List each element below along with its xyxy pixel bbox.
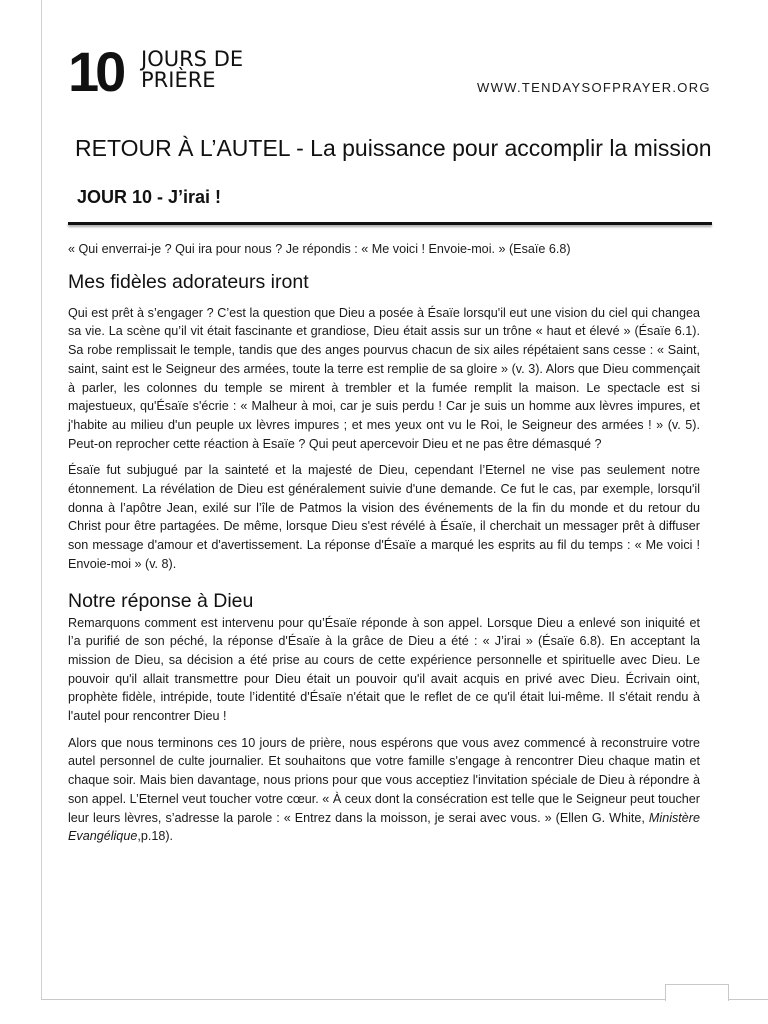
logo-line-1: JOURS DE	[141, 47, 244, 71]
section2-paragraph-2	[68, 734, 700, 846]
website-url: WWW.TENDAYSOFPRAYER.ORG	[477, 80, 711, 95]
section2-paragraph-1: Remarquons comment est intervenu pour qu’Ésaïe réponde à son appel. Lorsque Dieu a enlevé son iniquité et l’a purifié de son péché, la réponse d'Ésaïe à la grâce de Dieu a été : « J’irai » (Ésaïe 6.8). En acceptant la mission de Dieu, sa décision a été prise au cours de cette expérience personnelle et spirituelle avec Dieu. Le pouvoir qu'il allait transmettre pour Dieu était un pouvoir qu'il avait acquis en privé avec Dieu. Écrivain oint, prophète fidèle, intrépide, toute l’identité d'Ésaïe n'était que le reflet de ce qu'il était lui-même. Il s'était rendu à l'autel pour rencontrer Dieu !	[68, 615, 700, 724]
citation-book: Ministère Evangélique	[68, 810, 700, 844]
document-body	[68, 240, 700, 854]
section-heading-2: Notre réponse à Dieu	[68, 589, 254, 612]
section1-paragraph-1: Qui est prêt à s’engager ? C’est la question que Dieu a posée à Ésaïe lorsqu'il eut une vision du ciel qui changea sa vie. La scène qu’il vit était fascinante et grandiose, Dieu était assis sur un trône « haut et élevé » (Ésaïe 6.1). Sa robe remplissait le temple, tandis que des anges pourvus chacun de six ailes répétaient sans cesse : « Saint, saint, saint est le Seigneur des armées, toute la terre est remplie de sa gloire » (v. 3). Alors que Dieu commençait à parler, les colonnes du temple se mirent à trembler et la fumée remplit la maison. Le spectacle est si majestueux, qu'Ésaïe s'écrie : « Malheur à moi, car je suis perdu ! Car je suis un homme aux lèvres impures, et j'habite au milieu d'un peuple ux lèvres impures ; et mes yeux ont vu le Roi, le Seigneur des armées ! » (v. 5). Peut-on reprocher cette réaction à Esaïe ? Qui peut apercevoir Dieu et ne pas être démasqué ?	[68, 305, 700, 451]
day-title: JOUR 10 - J’irai !	[77, 187, 222, 207]
page-title: RETOUR À L’AUTEL - La puissance pour accomplir la mission	[75, 135, 712, 161]
logo-wordmark	[141, 49, 243, 91]
page-border-bottom	[41, 999, 768, 1000]
citation-page: ,p.18).	[137, 829, 174, 844]
page-border-left	[41, 0, 42, 1000]
section1-paragraph-2: Ésaïe fut subjugué par la sainteté et la majesté de Dieu, cependant l’Eternel ne vise pas seulement notre étonnement. La révélation de Dieu est généralement suivie d'une demande. Ce fut le cas, par exemple, lorsqu'il donna à l’apôtre Jean, exilé sur l’île de Patmos la vision des événements de la fin du monde et du retour du Christ pour être partagées. De même, lorsque Dieu s'est révélé à Ésaïe, il cherchait un messager prêt à diffuser son message d'amour et d'avertissement. La réponse d'Ésaïe a marqué les esprits au fil du temps : « Me voici ! Envoie-moi » (v. 8).	[68, 463, 700, 571]
closing-text: Alors que nous terminons ces 10 jours de prière, nous espérons que vous avez commencé à reconstruire votre autel personnel de culte journalier. Et souhaitons que votre famille s'engage à rencontrer Dieu chaque matin et chaque soir. Mais bien davantage, nous prions pour que vous acceptiez l'invitation spéciale de Dieu à répondre à son appel. L’Eternel veut toucher votre cœur. « À ceux dont la consécration est telle que le Seigneur peut toucher leur leurs lèvres, s’adresse la parole : « Entrez dans la moisson, je serai avec vous. » (Ellen G. White,	[68, 735, 700, 825]
logo-line-2: PRIÈRE	[141, 68, 216, 92]
title-divider	[68, 222, 712, 225]
section-heading-1: Mes fidèles adorateurs iront	[68, 270, 309, 293]
key-verse: « Qui enverrai-je ? Qui ira pour nous ? Je répondis : « Me voici ! Envoie-moi. » (Esaïe 6.8)	[68, 242, 571, 256]
logo-number: 10	[68, 40, 123, 103]
page-corner-tab	[665, 984, 729, 1001]
